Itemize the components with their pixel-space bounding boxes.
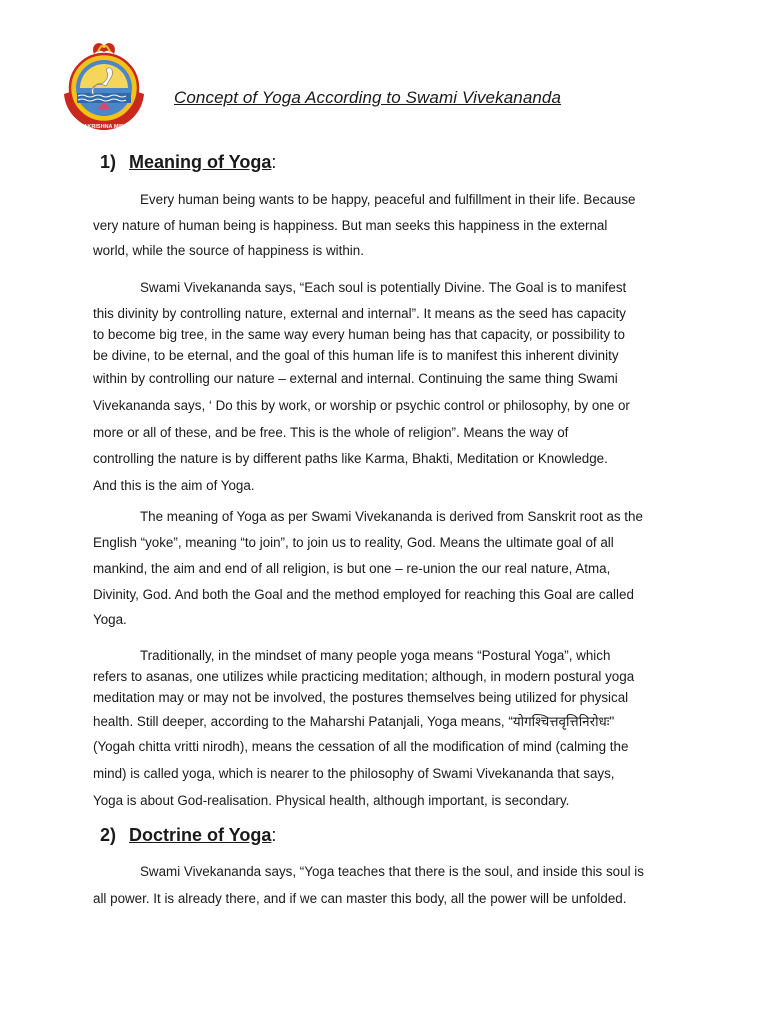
section-number: 1) bbox=[100, 152, 117, 172]
section-colon: : bbox=[271, 152, 277, 172]
document-title: Concept of Yoga According to Swami Vivekananda bbox=[174, 88, 562, 107]
section-heading-doctrine bbox=[100, 825, 276, 846]
logo-text: RAMAKRISHNA MISSION bbox=[70, 124, 138, 130]
section-colon: : bbox=[271, 825, 277, 845]
section-number: 2) bbox=[100, 825, 117, 845]
section-heading-meaning bbox=[100, 152, 276, 173]
ramakrishna-mission-emblem-icon bbox=[58, 38, 150, 132]
section-title: Meaning of Yoga bbox=[129, 152, 272, 172]
section-title: Doctrine of Yoga bbox=[129, 825, 272, 845]
